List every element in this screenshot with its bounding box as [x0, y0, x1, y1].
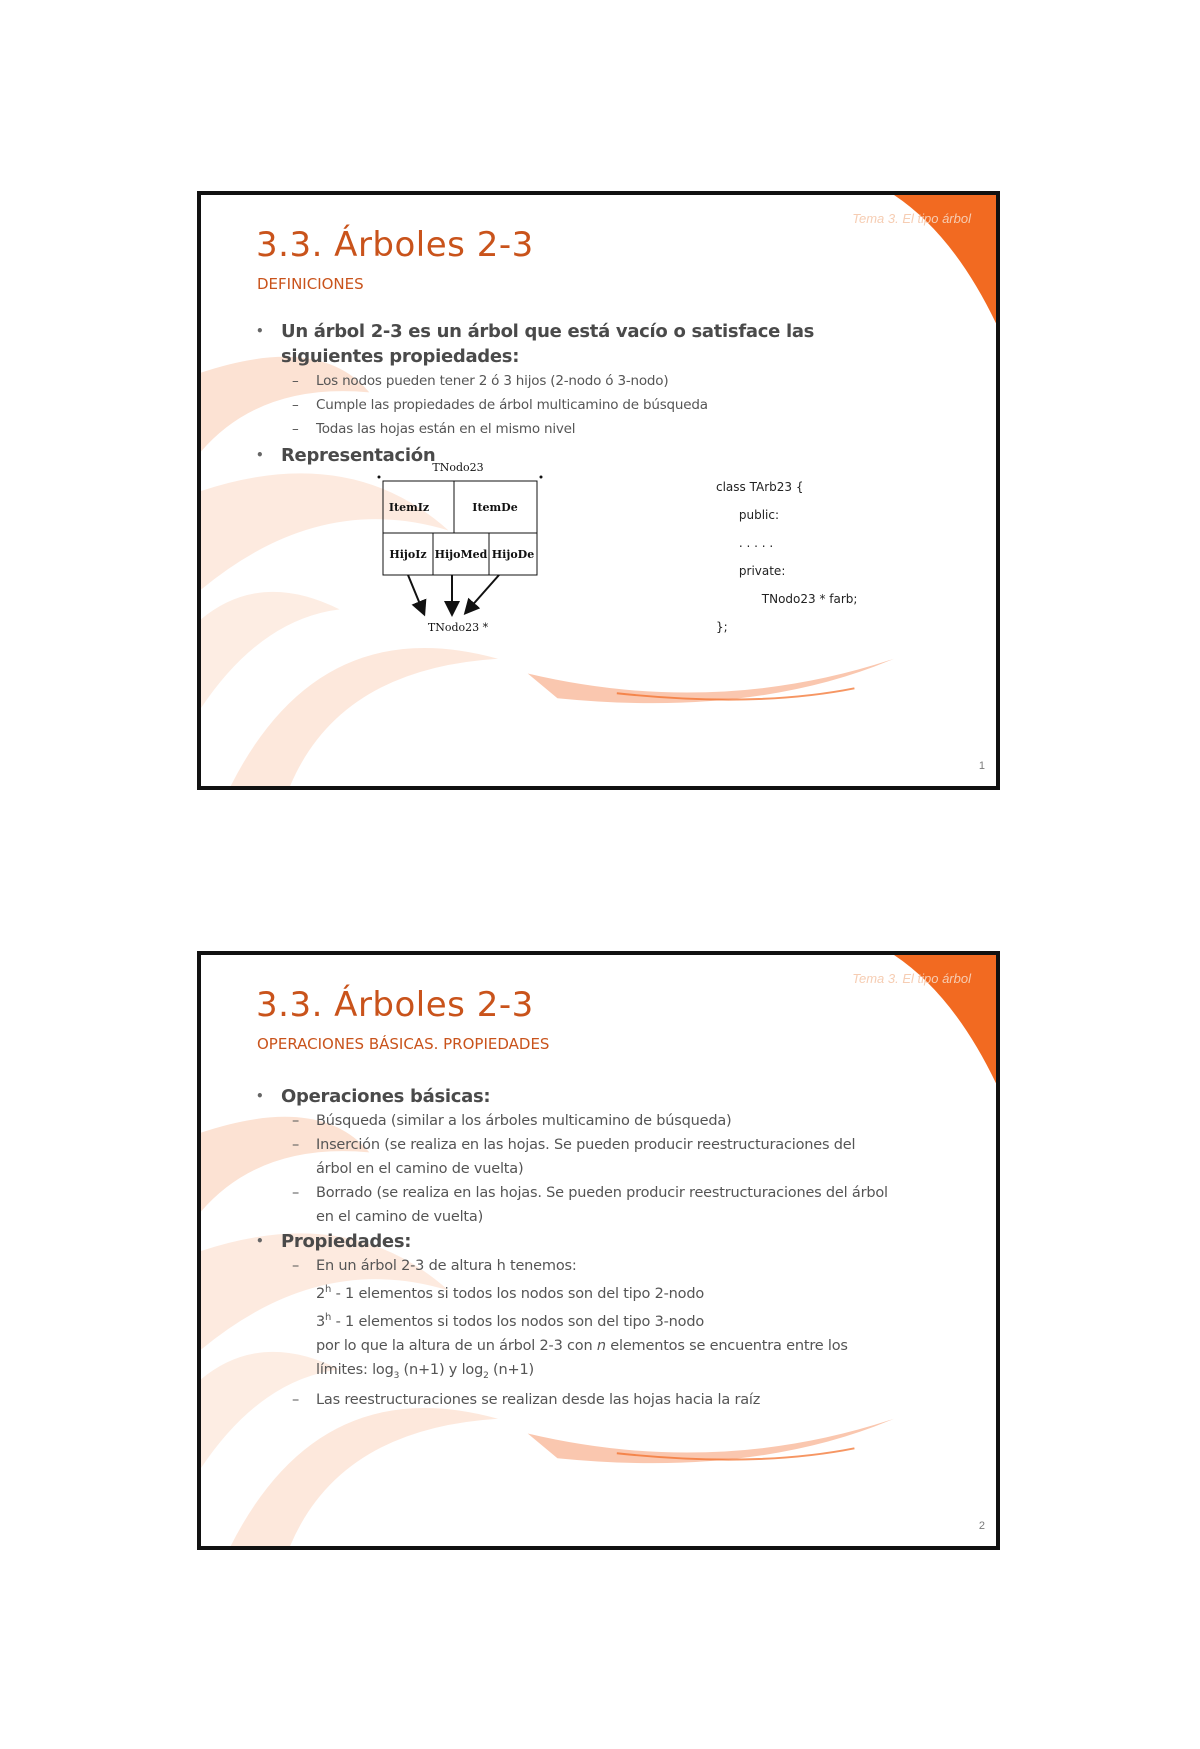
bullet-operations: • Operaciones básicas: [253, 1084, 893, 1109]
diagram-child-right: HijoDe [491, 548, 535, 561]
property-line: por lo que la altura de un árbol 2-3 con n elementos se encuentra entre los límites: $\log_3 (n+1)$ y $\log_2 (n+1)$ [316, 1337, 848, 1381]
code-line: public: [716, 508, 780, 522]
header-label: Tema 3. El tipo árbol [852, 211, 971, 226]
list-item: – Búsqueda (similar a los árboles multicamino de búsqueda) [292, 1113, 732, 1129]
list-item: – Todas las hojas están en el mismo nivel [292, 421, 576, 437]
slide-subtitle: DEFINICIONES [257, 275, 364, 293]
bullet-definition: • Un árbol 2-3 es un árbol que está vacío o satisface las siguientes propiedades: [253, 319, 893, 369]
diagram-child-left: HijoIz [389, 548, 427, 561]
list-item: – Inserción (se realiza en las hojas. Se pueden producir reestructuraciones del árbol en el camino de vuelta) [292, 1137, 856, 1177]
slide-1 [197, 191, 1000, 790]
slide-subtitle: OPERACIONES BÁSICAS. PROPIEDADES [257, 1035, 550, 1053]
node-diagram [363, 463, 563, 638]
slide-content [253, 319, 893, 468]
code-block [716, 473, 857, 641]
list-item: – Los nodos pueden tener 2 ó 3 hijos (2-nodo ó 3-nodo) [292, 373, 669, 389]
diagram-item-left: ItemIz [388, 501, 430, 514]
node-diagram-svg [363, 463, 563, 638]
diagram-child-mid: HijoMed [434, 548, 488, 561]
code-line: . . . . . [716, 536, 774, 550]
slide-title: 3.3. Árboles 2-3 [256, 985, 534, 1025]
property-line: 3$^h$ - 1 elementos si todos los nodos son del tipo 3-nodo [316, 1311, 705, 1330]
page-number: 2 [978, 1520, 985, 1532]
list-item: – En un árbol 2-3 de altura h tenemos: [292, 1258, 577, 1274]
bullet-representation: • Representación [253, 443, 893, 468]
code-line: TNodo23 * farb; [716, 592, 858, 606]
list-item: – Cumple las propiedades de árbol multicamino de búsqueda [292, 397, 708, 413]
diagram-top-label: TNodo23 [432, 461, 484, 474]
diagram-item-right: ItemDe [472, 501, 518, 514]
property-line: 2$^h$ - 1 elementos si todos los nodos son del tipo 2-nodo [316, 1284, 705, 1302]
bullet-properties: • Propiedades: [253, 1229, 893, 1254]
code-line: }; [716, 620, 728, 634]
list-item: – Borrado (se realiza en las hojas. Se pueden producir reestructuraciones del árbol en el camino de vuelta) [292, 1185, 888, 1225]
slide-2 [197, 951, 1000, 1550]
slide-title: 3.3. Árboles 2-3 [256, 225, 534, 265]
page-number: 1 [978, 760, 985, 772]
diagram-bottom-label: TNodo23 * [427, 621, 489, 634]
code-line: class TArb23 { [716, 480, 804, 494]
header-label: Tema 3. El tipo árbol [852, 971, 971, 986]
slide-content [253, 1084, 893, 1412]
code-line: private: [716, 564, 786, 578]
list-item: – Las reestructuraciones se realizan desde las hojas hacia la raíz [292, 1391, 761, 1408]
